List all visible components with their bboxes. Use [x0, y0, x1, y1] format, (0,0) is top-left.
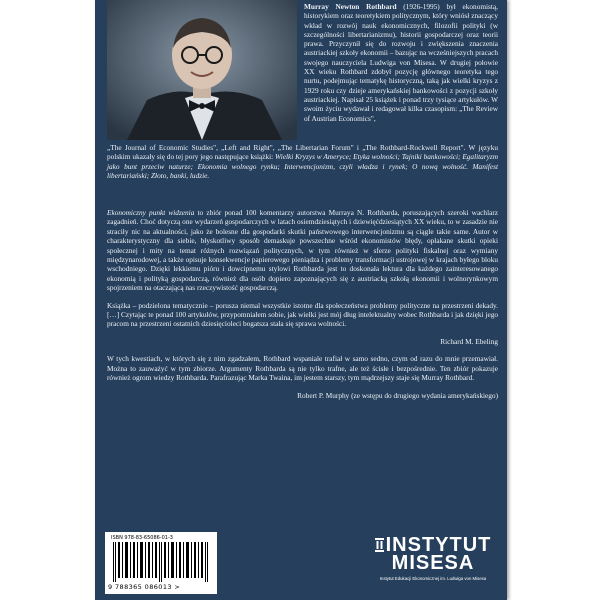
- barcode-digits: 9 788365 086013 >: [108, 583, 181, 591]
- author-bio-top: [304, 2, 498, 123]
- quote-ebeling-author: Richard M. Ebeling: [440, 336, 498, 346]
- quote-murphy: W tych kwestiach, w których się z nim zgadzałem, Rothbard wspaniale trafiał w samo sedno, czym od razu do mnie przemawiał. Można to zauważyć w tym zbiorze. Argumenty Rothbarda są nie tylko trafne, ale też ścisłe i bezpośrednie. Ten zbiór pokazuje również ogrom wiedzy Rothbarda. Parafrazując Marka Twaina, im jestem starszy, tym mądrzejszy staje się Murray Rothbard.: [107, 354, 498, 383]
- book-title: Ekonomiczny punkt widzenia: [107, 208, 195, 217]
- book-back-cover: [95, 0, 507, 600]
- author-bio-continued: [107, 143, 498, 180]
- quote-ebeling: Książka – podzielona tematycznie – porusza niemal wszystkie istotne dla społeczeństwa problemy polityczne na przestrzeni dekady. […] Czytając te ponad 100 artykułów, przypomniałem sobie, jak wielki jest mój dług intelektualny wobec Rothbarda i jak dzięki jego pracom na przestrzeni ostatnich dziesięcioleci bogatsza stała się sprawa wolności.: [107, 300, 498, 329]
- author-books-list: Wielki Kryzys w Ameryce; Etyka wolności; Tajniki bankowości; Egalitaryzm jako bunt przeciw naturze; Ekonomia wolnego rynku; Interwencjonizm, czyli władza i rynek; O nową wolność. Manifest libertariański; Złoto, banki, ludzie.: [107, 152, 498, 180]
- author-photo: [107, 0, 297, 140]
- barcode-bars: [113, 542, 209, 582]
- author-name: Murray Newton Rothbard: [304, 2, 397, 11]
- quote-murphy-author: Robert P. Murphy (ze wstępu do drugiego wydania amerykańskiego): [297, 390, 498, 400]
- book-description: [107, 208, 498, 293]
- back-cover-body: [107, 208, 498, 408]
- publisher-name-line2: MISESA: [391, 552, 475, 574]
- publisher-logo: [363, 536, 503, 596]
- stylized-column-icon: [375, 538, 384, 552]
- author-portrait-image: [107, 0, 297, 140]
- publisher-subtitle: Instytut Edukacji Ekonomicznej im. Ludwiga von Misesa: [379, 576, 487, 581]
- isbn-barcode: [105, 532, 217, 594]
- book-description-text: to zbiór ponad 100 komentarzy autorstwa Murraya N. Rothbarda, poruszających szeroki wachlarz zagadnień. Choć dotyczą one wydarzeń gospodarczych w latach osiemdziesiątych i dziewięćdziesiątych XX wieku, to w zasadzie nie straciły nic na aktualności, jako że bolesne dla gospodarki skutki państwowego interwencjonizmu są ciągle takie same. Autor w charakterystyczny dla siebie, błyskotliwy sposób demaskuje powszechne wśród ekonomistów błędy, opłakane skutki opieki społecznej i mity na temat różnych rozwiązań politycznych, w tym również w sferze polityki fiskalnej oraz wymiany międzynarodowej, a także opisuje konsekwencje papierowego pieniądza i problemy transformacji ustrojowej w krajach byłego bloku wschodniego. Dzięki lekkiemu pióru i dowcipnemu stylowi Rothbarda jest to doskonała lektura dla każdego zainteresowanego ekonomią i polityką gospodarczą, również dla osób dopiero zapoznających się z austriacką szkołą ekonomii i wolnorynkowym spojrzeniem na otaczającą nas rzeczywistość gospodarczą.: [107, 208, 499, 293]
- author-bio-text: (1926-1995) był ekonomistą, historykiem oraz teoretykiem politycznym, który wniósł znaczący wkład w rozwój nauk ekonomicznych, filozofii polityki (w szczególności libertarianizmu), historii gospodarczej oraz teorii prawa. Przyczynił się do rozwoju i zwiększenia znaczenia austriackiej szkoły ekonomii – bazując na wcześniejszych pracach swojego nauczyciela Ludwiga von Misesa. W drugiej połowie XX wieku Rothbard zdobył pozycję głównego teoretyka tego nurtu, podejmując tematykę historyczną, taką jak wielki kryzys z 1929 roku czy dzieje amerykańskiej bankowości z pozycji szkoły austriackiej. Napisał 25 książek i ponad trzy tysiące artykułów. W swoim życiu wydawał i redagował kilka czasopism: „The Review of Austrian Economics",: [304, 2, 498, 123]
- author-bio-text-continued: „The Journal of Economic Studies", „Left and Right", „The Libertarian Forum" i „The Rothbard-Rockwell Report". W języku polskim ukazały się do tej pory jego następujące książki:: [107, 143, 498, 162]
- isbn-number: ISBN 978-83-65086-01-3: [111, 535, 173, 541]
- publisher-name-line1: INSTYTUT: [385, 534, 492, 556]
